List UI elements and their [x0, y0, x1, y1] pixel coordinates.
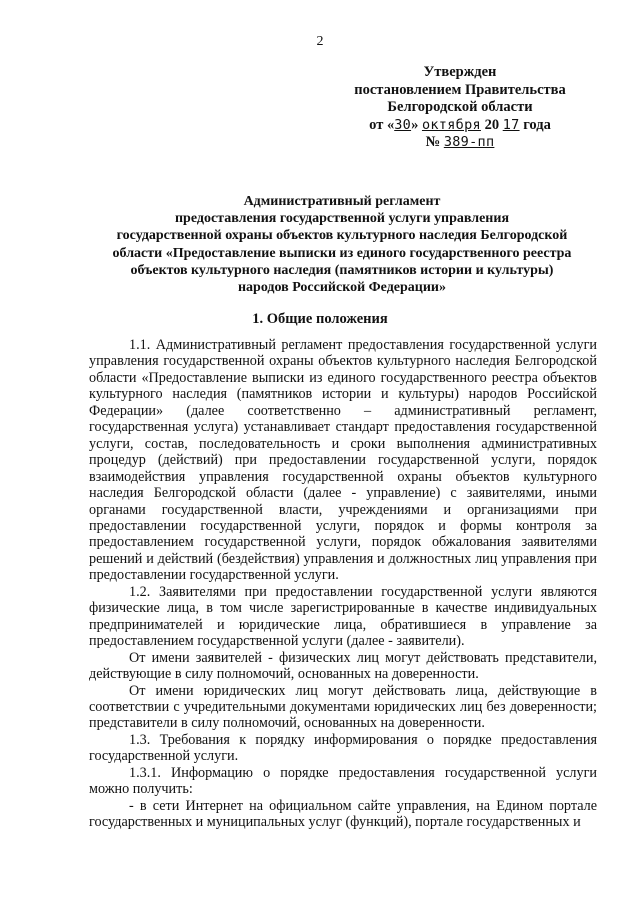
number-value: 389-пп [443, 134, 495, 150]
title-line: области «Предоставление выписки из единого государственного реестра [112, 245, 572, 261]
approval-date [340, 117, 580, 135]
approval-line-2: постановлением Правительства [354, 81, 566, 98]
body-text [89, 337, 597, 831]
date-year-prefix: 20 [480, 116, 503, 133]
section-heading: 1. Общие положения [252, 311, 388, 327]
date-suffix: года [519, 116, 551, 133]
paragraph: От имени заявителей - физических лиц могут действовать представители, действующие в силу полномочий, основанных на доверенности. [89, 649, 597, 683]
approval-number [340, 134, 580, 152]
date-mid: » [411, 116, 422, 133]
date-day: 30 [394, 116, 412, 133]
title-line: Административный регламент [243, 194, 441, 209]
date-month: октября [421, 116, 481, 133]
paragraph: 1.2. Заявителями при предоставлении государственной услуги являются физические лица, в том числе зарегистрированные в качестве индивидуальных предпринимателей и юридические лица, обратившиеся в управление за предоставлением государственной услуги (далее - заявители). [89, 583, 597, 650]
date-prefix: от « [369, 116, 395, 133]
date-year-suffix: 17 [502, 116, 520, 133]
title-line: народов Российской Федерации» [237, 280, 446, 296]
page-number: 2 [316, 34, 324, 49]
approval-line-3: Белгородской области [387, 99, 533, 115]
paragraph: От имени юридических лиц могут действовать лица, действующие в соответствии с учредительными документами юридических лиц без доверенности; представители в силу полномочий, основанных на доверенности. [89, 682, 597, 732]
approval-block [340, 64, 580, 152]
paragraph: - в сети Интернет на официальном сайте управления, на Едином портале государственных и муниципальных услуг (функций), портале государственных и [89, 797, 597, 831]
paragraph: 1.1. Административный регламент предоставления государственной услуги управления государственной охраны объектов культурного наследия Белгородской области «Предоставление выписки из единого государственного реестра объектов культурного наследия (памятников истории и культуры) народов Российской Федерации» (далее соответственно – административный регламент, государственная услуга) устанавливает стандарт предоставления государственной услуги, состав, последовательность и сроки выполнения административных процедур (действий) при предоставлении государственной услуги, порядок взаимодействия управления государственной охраны объектов культурного наследия Белгородской области (далее - управление) с заявителями, иными органами государственной власти, учреждениями и организациями при предоставлении государственной услуги, порядок и формы контроля за предоставлением государственной услуги, порядок обжалования заявителями решений и действий (бездействия) управления и должностных лиц управления при предоставлении государственной услуги. [89, 337, 597, 584]
regulation-title [92, 193, 592, 296]
number-prefix: № [425, 134, 444, 150]
approval-line-1: Утвержден [423, 64, 497, 80]
title-line: предоставления государственной услуги управления [174, 211, 510, 227]
title-line: объектов культурного наследия (памятников истории и культуры) [130, 262, 554, 278]
paragraph: 1.3. Требования к порядку информирования о порядке предоставления государственной услуги. [89, 731, 597, 765]
title-line: государственной охраны объектов культурного наследия Белгородской [116, 228, 568, 244]
paragraph: 1.3.1. Информацию о порядке предоставления государственной услуги можно получить: [89, 764, 597, 798]
